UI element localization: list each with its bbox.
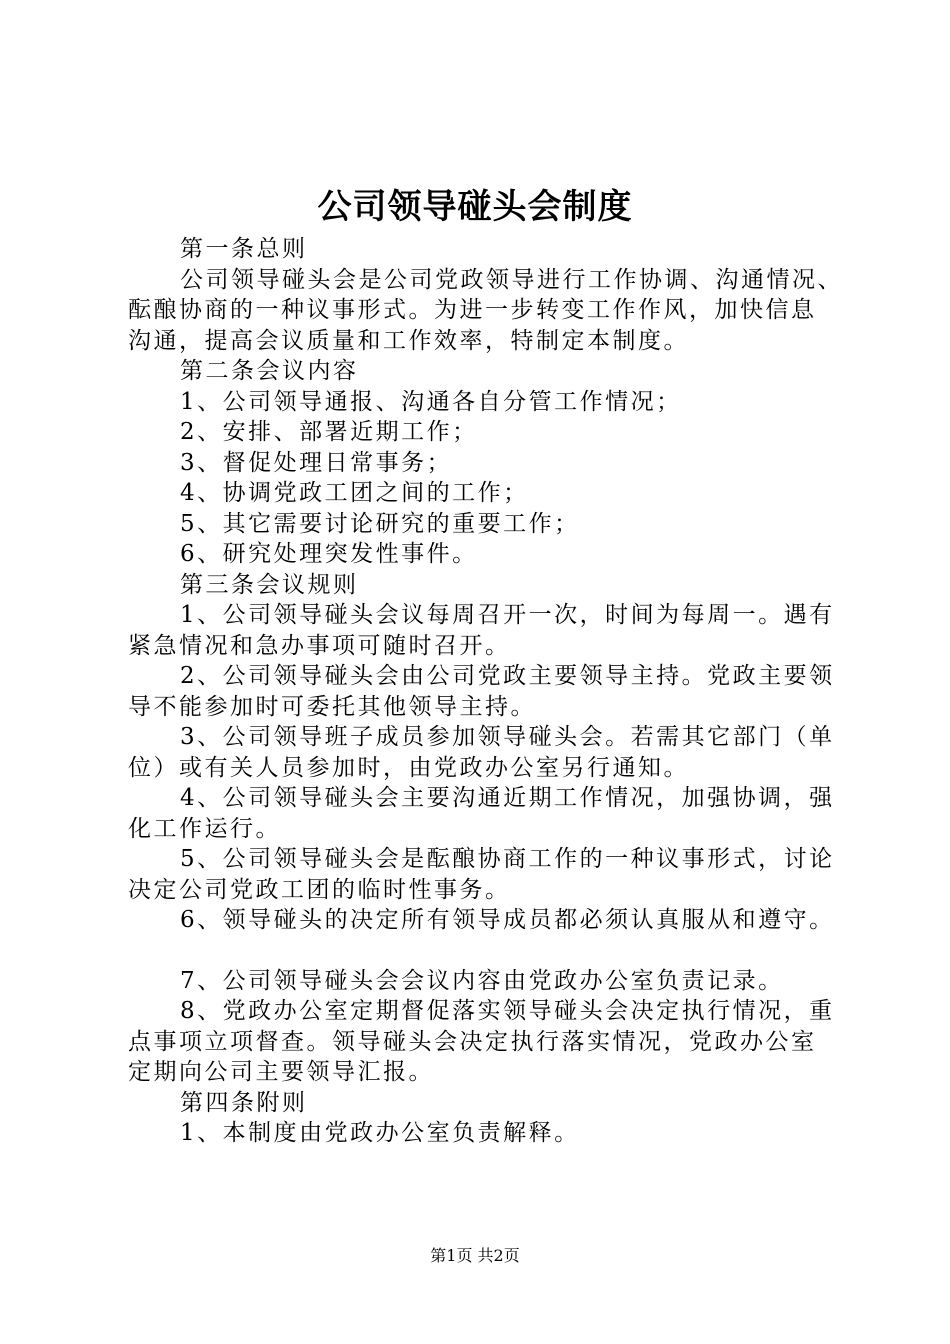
paragraph-line: 7、公司领导碰头会会议内容由党政办公室负责记录。 [180, 967, 784, 994]
paragraph-line: 导不能参加时可委托其他领导主持。 [128, 693, 536, 720]
paragraph-line: 6、领导碰头的决定所有领导成员都必须认真服从和遵守。 [180, 907, 835, 933]
paragraph-line: 5、公司领导碰头会是酝酿协商工作的一种议事形式，讨论 [180, 846, 835, 872]
document-title: 公司领导碰头会制度 [317, 187, 633, 227]
paragraph-line: 化工作运行。 [128, 815, 281, 842]
paragraph-line: 3、公司领导班子成员参加领导碰头会。若需其它部门（单 [180, 724, 835, 750]
list-item: 2、安排、部署近期工作； [180, 419, 478, 445]
list-item: 3、督促处理日常事务； [180, 449, 453, 476]
list-item: 4、协调党政工团之间的工作； [180, 480, 529, 506]
paragraph-line: 4、公司领导碰头会主要沟通近期工作情况，加强协调，强 [180, 785, 835, 811]
document-body [128, 234, 843, 1149]
paragraph-line: 点事项立项督查。领导碰头会决定执行落实情况，党政办公室 [128, 1028, 817, 1055]
paragraph-line: 位）或有关人员参加时，由党政办公室另行通知。 [128, 754, 689, 781]
paragraph-line: 紧急情况和急办事项可随时召开。 [128, 632, 511, 659]
article-3-heading: 第三条会议规则 [180, 571, 359, 598]
page-number-footer: 第1页 共2页 [430, 1246, 520, 1265]
article-1-heading: 第一条总则 [180, 236, 308, 262]
paragraph-line: 1、公司领导碰头会议每周召开一次，时间为每周一。遇有 [180, 602, 835, 628]
paragraph-line: 沟通，提高会议质量和工作效率，特制定本制度。 [128, 327, 689, 354]
article-4-heading: 第四条附则 [180, 1089, 308, 1116]
list-item: 5、其它需要讨论研究的重要工作； [180, 510, 580, 537]
paragraph-line: 公司领导碰头会是公司党政领导进行工作协调、沟通情况、 [180, 266, 843, 293]
list-item: 6、研究处理突发性事件。 [180, 541, 478, 567]
paragraph-line: 定期向公司主要领导汇报。 [128, 1059, 434, 1085]
paragraph-line: 2、公司领导碰头会由公司党政主要领导主持。党政主要领 [180, 663, 835, 689]
paragraph-line: 8、党政办公室定期督促落实领导碰头会决定执行情况，重 [180, 998, 835, 1024]
paragraph-line: 酝酿协商的一种议事形式。为进一步转变工作作风，加快信息 [128, 297, 817, 323]
paragraph-line: 决定公司党政工团的临时性事务。 [128, 876, 511, 903]
blank-line [128, 936, 838, 966]
article-2-heading: 第二条会议内容 [180, 358, 359, 384]
paragraph-line: 1、本制度由党政办公室负责解释。 [180, 1120, 580, 1146]
list-item: 1、公司领导通报、沟通各自分管工作情况； [180, 388, 682, 415]
